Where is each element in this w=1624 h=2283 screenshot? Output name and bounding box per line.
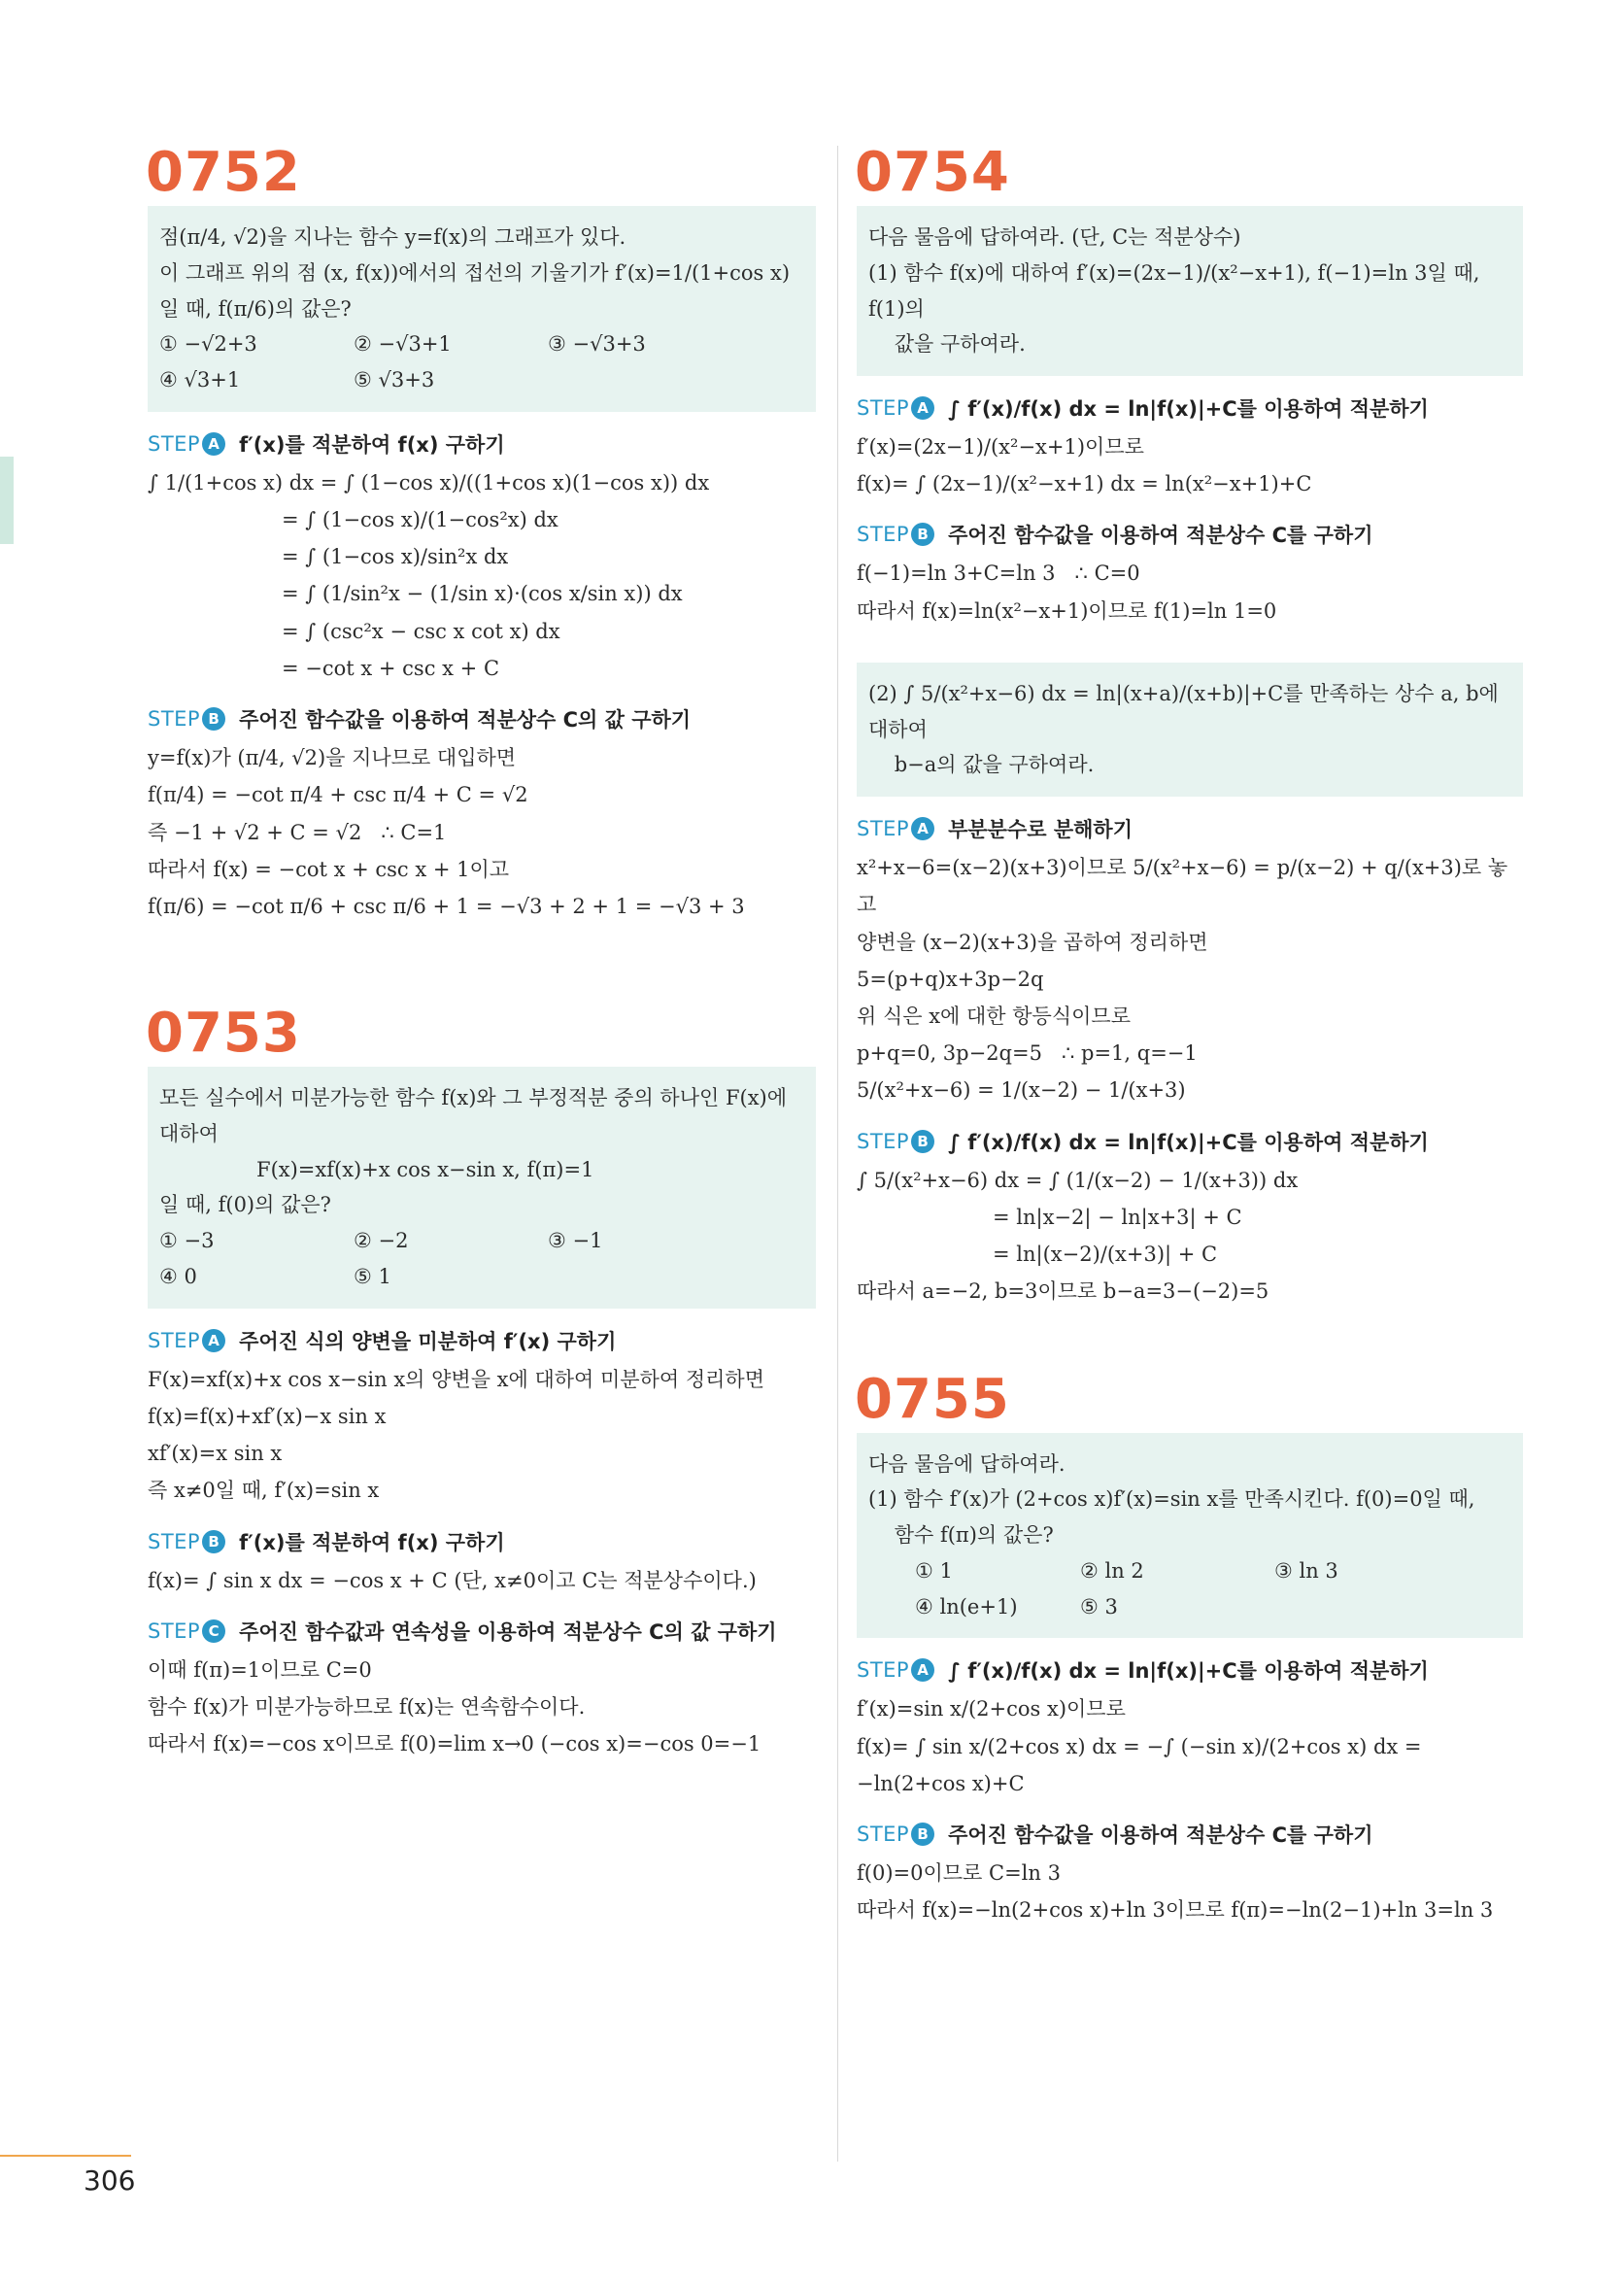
solution-block [857, 849, 1523, 1109]
step-title: f′(x)를 적분하여 f(x) 구하기 [239, 1530, 505, 1554]
choice: ① −√2+3 [159, 332, 257, 357]
choice: ⑤ 3 [1080, 1594, 1118, 1619]
step-header [857, 1127, 1523, 1156]
solution-line: 따라서 f(x)=−ln(2+cos x)+ln 3이므로 f(π)=−ln(2−1)+ln 3=ln 3 [857, 1898, 1494, 1923]
choice: ② ln 2 [1080, 1558, 1144, 1583]
problem-number: 0752 [146, 141, 301, 204]
step-letter-badge: B [911, 1823, 934, 1846]
solution-line: = ∫ (csc²x − csc x cot x) dx [282, 619, 560, 643]
step-header [148, 704, 816, 733]
step-letter-badge: A [911, 817, 934, 840]
question-line: (1) 함수 f(x)에 대하여 f′(x)=(2x−1)/(x²−x+1), f(−1)=ln 3일 때, f(1)의 [868, 260, 1487, 321]
question-line: (1) 함수 f′(x)가 (2+cos x)f′(x)=sin x를 만족시킨다. f(0)=0일 때, [868, 1487, 1475, 1512]
question-box [857, 206, 1523, 376]
problem-0752 [146, 141, 816, 925]
step-letter-badge: A [202, 432, 225, 456]
choice: ① −3 [159, 1229, 215, 1253]
solution-line: 양변을 (x−2)(x+3)을 곱하여 정리하면 [857, 930, 1208, 954]
solution-line: x²+x−6=(x−2)(x+3)이므로 5/(x²+x−6) = p/(x−2) + q/(x+3)로 놓고 [857, 856, 1508, 917]
solution-line: p+q=0, 3p−2q=5 ∴ p=1, q=−1 [857, 1041, 1198, 1066]
question-line: 다음 물음에 답하여라. (단, C는 적분상수) [868, 225, 1241, 249]
solution-block [148, 739, 816, 925]
page-number: 306 [84, 2164, 136, 2197]
choice: ① 1 [915, 1558, 953, 1583]
solution-block [857, 555, 1523, 629]
step-letter-badge: B [911, 1130, 934, 1153]
choice: ② −2 [354, 1229, 409, 1253]
question-line: 이 그래프 위의 점 (x, f(x))에서의 접선의 기울기가 f′(x)=1/(1+cos x) [159, 260, 791, 285]
step-label: STEP [148, 1328, 201, 1352]
solution-line: f′(x)=sin x/(2+cos x)이므로 [857, 1697, 1126, 1721]
question-line: 일 때, f(0)의 값은? [159, 1193, 331, 1217]
step-label: STEP [857, 1822, 910, 1846]
step-label: STEP [148, 431, 201, 456]
step-letter-badge: B [911, 523, 934, 546]
choice: ③ −√3+3 [548, 332, 646, 357]
step-label: STEP [148, 1619, 201, 1643]
choice: ③ ln 3 [1274, 1558, 1338, 1583]
step-label: STEP [857, 1129, 910, 1153]
solution-line: ∫ 1/(1+cos x) dx = ∫ (1−cos x)/((1+cos x)(1−cos x)) dx [148, 470, 710, 494]
solution-line: 즉 x≠0일 때, f′(x)=sin x [148, 1479, 380, 1503]
step-letter-badge: B [202, 1530, 225, 1553]
solution-line: = ∫ (1/sin²x − (1/sin x)·(cos x/sin x)) dx [282, 582, 683, 606]
question-line: 점(π/4, √2)을 지나는 함수 y=f(x)의 그래프가 있다. [159, 225, 626, 249]
step-header [148, 1527, 816, 1556]
choice: ④ 0 [159, 1264, 197, 1288]
step-letter-badge: A [911, 1658, 934, 1682]
question-line: b−a의 값을 구하여라. [868, 753, 1095, 777]
step-label: STEP [857, 1658, 910, 1683]
problem-0755 [855, 1367, 1523, 1929]
question-line: 다음 물음에 답하여라. [868, 1451, 1066, 1476]
solution-line: 즉 −1 + √2 + C = √2 ∴ C=1 [148, 820, 447, 844]
problem-0754 [855, 141, 1523, 1311]
step-title: 부분분수로 분해하기 [948, 818, 1133, 842]
side-tab [0, 457, 14, 544]
solution-block [148, 1361, 816, 1510]
column-divider [837, 146, 838, 2162]
step-title: 주어진 함수값과 연속성을 이용하여 적분상수 C의 값 구하기 [239, 1619, 777, 1644]
solution-line: = ∫ (1−cos x)/(1−cos²x) dx [282, 507, 558, 531]
solution-line: = ln|(x−2)/(x+3)| + C [993, 1243, 1218, 1267]
step-title: 주어진 식의 양변을 미분하여 f′(x) 구하기 [239, 1329, 617, 1353]
step-label: STEP [857, 817, 910, 841]
solution-line: 따라서 f(x)=ln(x²−x+1)이므로 f(1)=ln 1=0 [857, 598, 1277, 623]
choice: ④ ln(e+1) [915, 1594, 1018, 1619]
left-column [146, 141, 816, 1786]
step-letter-badge: B [202, 707, 225, 731]
question-line: 대하여 [159, 1121, 219, 1145]
step-label: STEP [148, 1529, 201, 1553]
question-box [148, 206, 816, 412]
solution-block [857, 428, 1523, 502]
choice: ④ √3+1 [159, 368, 241, 392]
question-formula: F(x)=xf(x)+x cos x−sin x, f(π)=1 [256, 1157, 594, 1181]
problem-number: 0754 [855, 141, 1010, 204]
solution-line: = −cot x + csc x + C [282, 656, 500, 680]
solution-block [857, 1855, 1523, 1928]
problem-number: 0753 [146, 1002, 301, 1066]
solution-line: xf′(x)=x sin x [148, 1442, 283, 1466]
solution-block [857, 1690, 1523, 1802]
step-header [148, 429, 816, 459]
footer-accent-line [0, 2155, 131, 2157]
step-header [857, 393, 1523, 423]
solution-line: 이때 f(π)=1이므로 C=0 [148, 1657, 372, 1682]
solution-block [148, 1562, 816, 1599]
solution-block [148, 464, 816, 687]
solution-line: 따라서 f(x) = −cot x + csc x + 1이고 [148, 857, 510, 881]
step-title: 주어진 함수값을 이용하여 적분상수 C를 구하기 [948, 524, 1373, 548]
problem-0753 [146, 1002, 816, 1762]
answer-choices [868, 1553, 1509, 1625]
step-title: 주어진 함수값을 이용하여 적분상수 C의 값 구하기 [239, 708, 692, 733]
solution-line: f(x)= ∫ sin x/(2+cos x) dx = −∫ (−sin x)/(2+cos x) dx = −ln(2+cos x)+C [857, 1734, 1429, 1795]
step-header [857, 814, 1523, 843]
solution-line: 위 식은 x에 대한 항등식이므로 [857, 1005, 1131, 1028]
step-label: STEP [857, 523, 910, 547]
solution-line: 따라서 a=−2, b=3이므로 b−a=3−(−2)=5 [857, 1279, 1269, 1304]
step-title: f′(x)를 적분하여 f(x) 구하기 [239, 432, 505, 457]
question-line: 값을 구하여라. [868, 332, 1026, 357]
question-line: 함수 f(π)의 값은? [868, 1523, 1054, 1548]
solution-line: f(0)=0이므로 C=ln 3 [857, 1860, 1061, 1885]
question-box [857, 1433, 1523, 1639]
answer-choices [159, 1223, 802, 1295]
solution-line: f(x)=f(x)+xf′(x)−x sin x [148, 1404, 387, 1428]
step-header [148, 1617, 816, 1646]
step-header [857, 1655, 1523, 1685]
step-label: STEP [148, 707, 201, 732]
solution-line: f(π/6) = −cot π/6 + csc π/6 + 1 = −√3 + 2 + 1 = −√3 + 3 [148, 894, 745, 918]
problem-number: 0755 [855, 1367, 1010, 1431]
solution-line: F(x)=xf(x)+x cos x−sin x의 양변을 x에 대하여 미분하여 정리하면 [148, 1367, 764, 1391]
solution-block [857, 1162, 1523, 1311]
choice: ⑤ √3+3 [354, 368, 435, 392]
solution-line: ∫ 5/(x²+x−6) dx = ∫ (1/(x−2) − 1/(x+3)) dx [857, 1168, 1299, 1192]
step-letter-badge: A [911, 396, 934, 420]
solution-line: f(−1)=ln 3+C=ln 3 ∴ C=0 [857, 562, 1140, 586]
step-header [857, 1820, 1523, 1849]
question-box [857, 663, 1523, 797]
question-line: 모든 실수에서 미분가능한 함수 f(x)와 그 부정적분 중의 하나인 F(x)에 [159, 1086, 788, 1110]
step-letter-badge: A [202, 1329, 225, 1352]
solution-line: f(x)= ∫ sin x dx = −cos x + C (단, x≠0이고 C는 적분상수이다.) [148, 1568, 757, 1592]
step-title: ∫ f′(x)/f(x) dx = ln|f(x)|+C를 이용하여 적분하기 [948, 1659, 1429, 1684]
solution-line: y=f(x)가 (π/4, √2)을 지나므로 대입하면 [148, 746, 517, 770]
question-line: 일 때, f(π/6)의 값은? [159, 296, 352, 321]
right-column [855, 141, 1523, 1952]
choice: ② −√3+1 [354, 332, 452, 357]
solution-line: 따라서 f(x)=−cos x이므로 f(0)=lim x→0 (−cos x)=−cos 0=−1 [148, 1732, 761, 1756]
solution-line: f(π/4) = −cot π/4 + csc π/4 + C = √2 [148, 783, 528, 807]
solution-line: f′(x)=(2x−1)/(x²−x+1)이므로 [857, 435, 1144, 459]
solution-line: f(x)= ∫ (2x−1)/(x²−x+1) dx = ln(x²−x+1)+C [857, 472, 1312, 496]
choice: ③ −1 [548, 1229, 603, 1253]
step-title: ∫ f′(x)/f(x) dx = ln|f(x)|+C를 이용하여 적분하기 [948, 1130, 1429, 1154]
question-box [148, 1067, 816, 1309]
step-letter-badge: C [202, 1619, 225, 1643]
solution-line: 함수 f(x)가 미분가능하므로 f(x)는 연속함수이다. [148, 1694, 586, 1719]
step-title: ∫ f′(x)/f(x) dx = ln|f(x)|+C를 이용하여 적분하기 [948, 397, 1429, 421]
solution-line: 5/(x²+x−6) = 1/(x−2) − 1/(x+3) [857, 1078, 1186, 1103]
solution-line: = ln|x−2| − ln|x+3| + C [993, 1205, 1242, 1229]
step-header [857, 520, 1523, 549]
step-label: STEP [857, 396, 910, 420]
solution-line: = ∫ (1−cos x)/sin²x dx [282, 545, 509, 569]
step-title: 주어진 함수값을 이용하여 적분상수 C를 구하기 [948, 1823, 1373, 1847]
answer-choices [159, 326, 802, 398]
step-header [148, 1326, 816, 1355]
question-line: (2) ∫ 5/(x²+x−6) dx = ln|(x+a)/(x+b)|+C를 만족하는 상수 a, b에 대하여 [868, 681, 1506, 741]
solution-line: 5=(p+q)x+3p−2q [857, 967, 1044, 991]
choice: ⑤ 1 [354, 1264, 391, 1288]
solution-block [148, 1652, 816, 1763]
